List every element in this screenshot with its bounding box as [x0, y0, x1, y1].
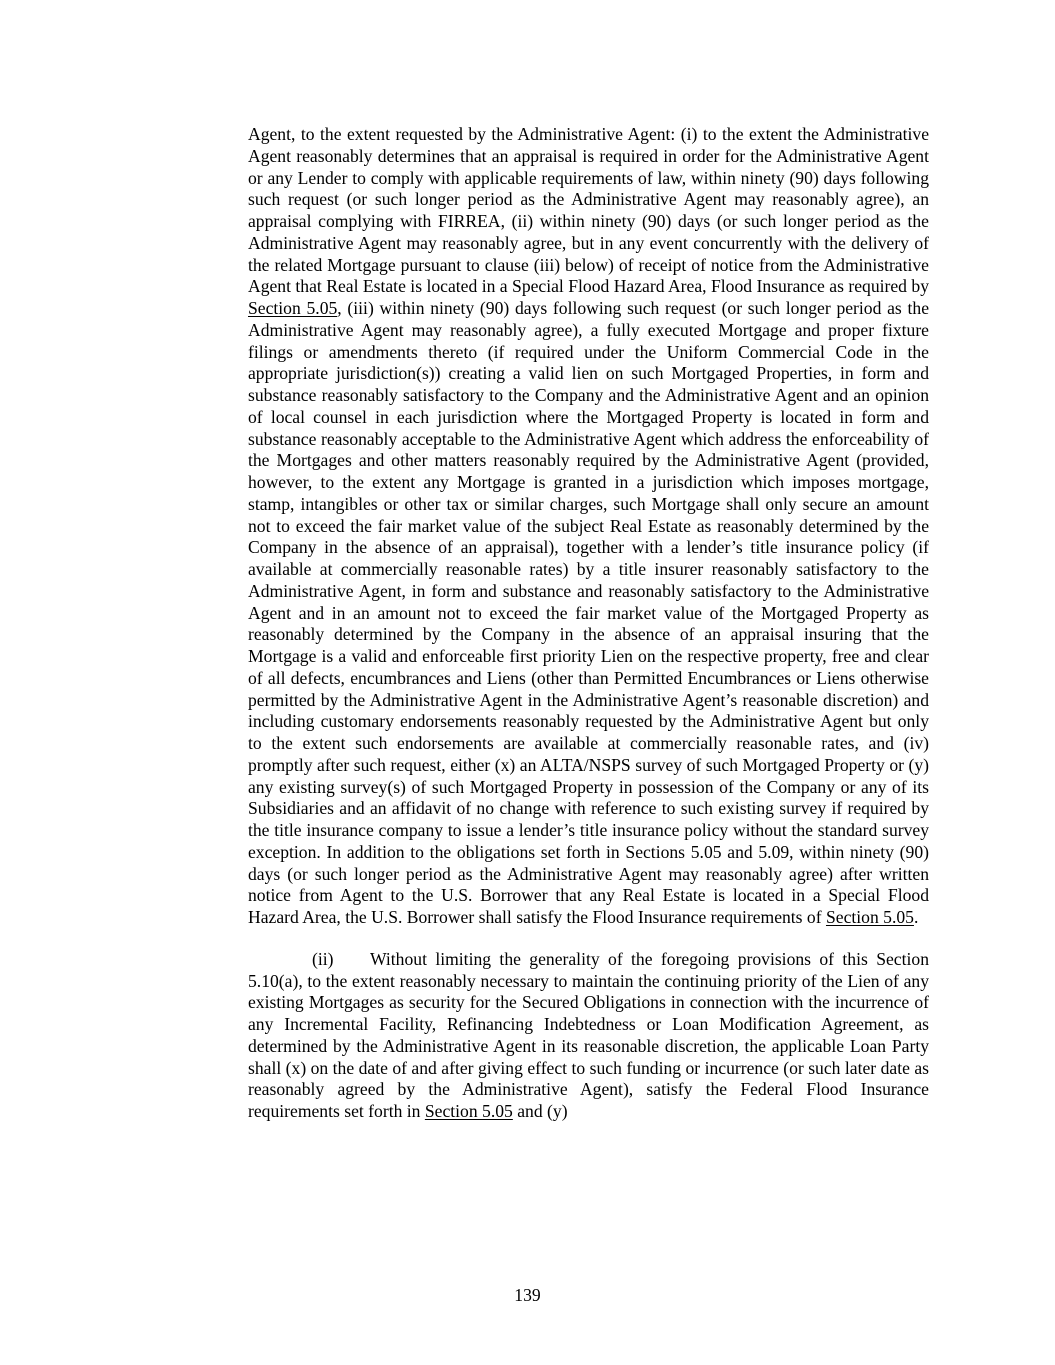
paragraph-text: , (iii) within ninety (90) days following such request (or such longer period as the Administrative Agent may reasonably agree), a fully executed Mortgage and proper fixture filings or amendments thereto (if required under the Uniform Commercial Code in the appropriate jurisdiction(s)) creating a valid lien on such Mortgaged Properties, in form and substance reasonably satisfactory to the Company and the Administrative Agent and an opinion of local counsel in each jurisdiction where the Mortgaged Property is located in form and substance reasonably acceptable to the Administrative Agent which address the enforceability of the Mortgages and other matters reasonably required by the Administrative Agent (provided, however, to the extent any Mortgage is granted in a jurisdiction which imposes mortgage, stamp, intangibles or other tax or similar charges, such Mortgage shall only secure an amount not to exceed the fair market value of the subject Real Estate as reasonably determined by the Company in the absence of an appraisal), together with a lender’s title insurance policy (if available at commercially reasonable rates) by a title insurer reasonably satisfactory to the Administrative Agent, in form and substance and reasonably satisfactory to the Administrative Agent and in an amount not to exceed the fair market value of the Mortgaged Property as reasonably determined by the Company in the absence of an appraisal insuring that the Mortgage is a valid and enforceable first priority Lien on the respective property, free and clear of all defects, encumbrances and Liens (other than Permitted Encumbrances or Liens otherwise permitted by the Administrative Agent in the Administrative Agent’s reasonable discretion) and including customary endorsements reasonably requested by the Administrative Agent but only to the extent such endorsements are available at commercially reasonable rates, and (iv) promptly after such request, either (x) an ALTA/NSPS survey of such Mortgaged Property or (y) any existing survey(s) of such Mortgaged Property in possession of the Company or any of its Subsidiaries and an affidavit of no change with reference to such existing survey if required by the title insurance company to issue a lender’s title insurance policy without the standard survey exception. In addition to the obligations set forth in Sections 5.05 and 5.09, within ninety (90) days (or such longer period as the Administrative Agent may reasonably agree) after written notice from Agent to the U.S. Borrower that any Real Estate is located in a Special Flood Hazard Area, the U.S. Borrower shall satisfy the Flood Insurance requirements of	[248, 298, 929, 927]
paragraph-text: Agent, to the extent requested by the Administrative Agent: (i) to the extent the Administrative Agent reasonably determines that an appraisal is required in order for the Administrative Agent or any Lender to comply with applicable requirements of law, within ninety (90) days following such request (or such longer period as the Administrative Agent may reasonably agree), an appraisal complying with FIRREA, (ii) within ninety (90) days (or such longer period as the Administrative Agent may reasonably agree, but in any event concurrently with the delivery of the related Mortgage pursuant to clause (iii) below) of receipt of notice from the Administrative Agent that Real Estate is located in a Special Flood Hazard Area, Flood Insurance as required by	[248, 124, 929, 297]
paragraph-clause-ii	[248, 949, 929, 1123]
document-body	[248, 124, 929, 1123]
paragraph-continued	[248, 124, 929, 929]
section-reference-link: Section 5.05	[248, 298, 338, 318]
paragraph-text: and (y)	[512, 1101, 568, 1121]
clause-number: (ii)	[312, 948, 334, 969]
page-number: 139	[514, 1285, 541, 1305]
section-reference-link: Section 5.05	[825, 907, 914, 927]
paragraph-text: Without limiting the generality of the foregoing provisions of this Section 5.10(a), to the extent reasonably necessary to maintain the continuing priority of the Lien of any existing Mortgages as security for the Secured Obligations in connection with the incurrence of any Incremental Facility, Refinancing Indebtedness or Loan Modification Agreement, as determined by the Administrative Agent in its reasonable discretion, the applicable Loan Party shall (x) on the date of and after giving effect to such funding or incurrence (or such later date as reasonably agreed by the Administrative Agent), satisfy the Federal Flood Insurance requirements set forth in	[248, 948, 929, 1121]
section-reference-link: Section 5.05	[424, 1101, 513, 1121]
paragraph-text: .	[913, 907, 919, 927]
